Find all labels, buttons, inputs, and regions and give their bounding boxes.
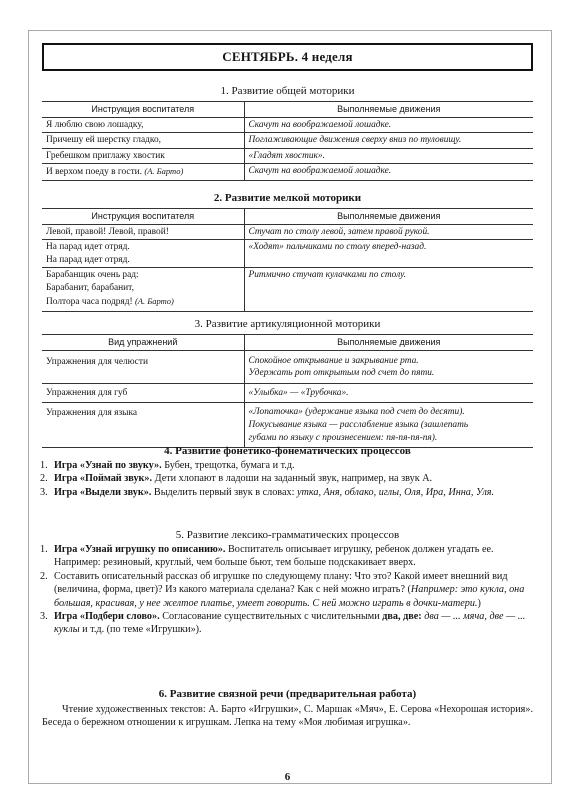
column-header: Вид упражнений [42,335,244,351]
section-1-heading: 1. Развитие общей моторики [220,85,355,97]
instruction-cell: Гребешком приглажу хвостик [42,148,244,164]
list-item: 2. Составить описательный рассказ об игрушке по следующему плану: Что это? Какой имеет внешний вид (величина, форма, цвет)? Из какого материала сделана? Как с ней можно играть? (Например: это кукла, она большая, красивая, у нее желтое платье, умеет говорить. С ней можно играть в дочки-матери.) [40,570,525,609]
movement-cell: «Улыбка» — «Трубочка». [244,383,533,403]
section-2-heading: 2. Развитие мелкой моторики [213,192,362,204]
exercise-cell: Упражнения для губ [42,383,244,403]
column-header: Выполняемые движения [244,335,533,351]
gross-motor-table [42,101,533,181]
column-header: Инструкция воспитателя [42,102,244,118]
movement-cell: Скачут на воображаемой лошадке. [244,164,533,181]
list-item: 3. Игра «Подбери слово». Согласование существительных с числительными два, две: два — ... мячa, две — ... куклы и т.д. (по теме «Игрушки»). [40,611,526,636]
table-row [42,350,533,383]
section-6-paragraph: Чтение художественных текстов: А. Барто «Игрушки», С. Маршак «Мяч», Е. Серова «Нехорошая история». Беседа о бережном отношении к игрушкам. Лепка на тему «Моя любимая игрушка». [42,704,533,729]
phonetic-games-list [40,459,535,499]
table-row [42,403,533,448]
table-header-row [42,335,533,351]
list-item: 1. Игра «Узнай по звуку». Бубен, трещотка, бумага и т.д. [40,460,295,471]
movement-cell: Поглаживающие движения сверху вниз по туловищу. [244,133,533,149]
table-header-row [42,102,533,118]
exercise-cell: Упражнения для челюсти [42,350,244,383]
list-item: 1. Игра «Узнай игрушку по описанию». Воспитатель описывает игрушку, ребенок должен угадать ее. Например: резиновый, круглый, чем больше бьют, тем больше подскакивает вверх. [40,544,494,569]
section-4-heading: 4. Развитие фонетико-фонематических процессов [164,445,411,457]
poem-author: (А. Барто) [144,166,184,177]
table-row [42,148,533,164]
page-number: 6 [284,771,291,783]
exercise-cell: Упражнения для языка [42,403,244,448]
movement-cell: «Ходят» пальчиками по столу вперед-назад. [244,240,533,268]
table-row [42,224,533,240]
table-row [42,133,533,149]
table-row [42,164,533,181]
table-row [42,117,533,133]
instruction-cell: Левой, правой! Левой, правой! [42,224,244,240]
articulation-table [42,334,533,448]
column-header: Выполняемые движения [244,102,533,118]
list-item: 2. Игра «Поймай звук». Дети хлопают в ладоши на заданный звук, например, на звук А. [40,473,433,485]
movement-cell: Спокойное открывание и закрывание рта. Удержать рот открытым под счет до пяти. [244,350,533,383]
movement-cell: Ритмично стучат кулачками по столу. [244,268,533,312]
movement-cell: Скачут на воображаемой лошадке. [244,117,533,133]
table-row [42,240,533,268]
column-header: Выполняемые движения [244,209,533,225]
instruction-cell: На парад идет отряд. На парад идет отряд. [42,240,244,268]
page-title: СЕНТЯБРЬ. 4 неделя [42,43,533,71]
section-5-heading: 5. Развитие лексико-грамматических процессов [175,529,400,541]
section-6-heading: 6. Развитие связной речи (предварительная работа) [158,688,417,700]
list-item: 3. Игра «Выдели звук». Выделить первый звук в словах: утка, Аня, облако, иглы, Оля, Ира, Инна, Уля. [40,486,495,498]
fine-motor-table [42,208,533,312]
movement-cell: «Лопаточка» (удержание языка под счет до десяти). Покусывание языка — расслабление языка (зашлепать губами по языку с произнесением: пя-пя-пя-пя). [244,403,533,448]
section-3-heading: 3. Развитие артикуляционной моторики [194,318,381,330]
lexical-games-list [40,543,535,637]
table-row [42,268,533,312]
instruction-cell: Барабанщик очень рад: Барабанит, барабанит, Полтора часа подряд! (А. Барто) [42,268,244,312]
movement-cell: «Гладят хвостик». [244,148,533,164]
column-header: Инструкция воспитателя [42,209,244,225]
table-header-row [42,209,533,225]
poem-author: (А. Барто) [134,295,174,306]
instruction-cell: Я люблю свою лошадку, [42,117,244,133]
table-row [42,383,533,403]
instruction-cell: И верхом поеду в гости. (А. Барто) [42,164,244,181]
instruction-cell: Причешу ей шерстку гладко, [42,133,244,149]
movement-cell: Стучат по столу левой, затем правой рукой. [244,224,533,240]
